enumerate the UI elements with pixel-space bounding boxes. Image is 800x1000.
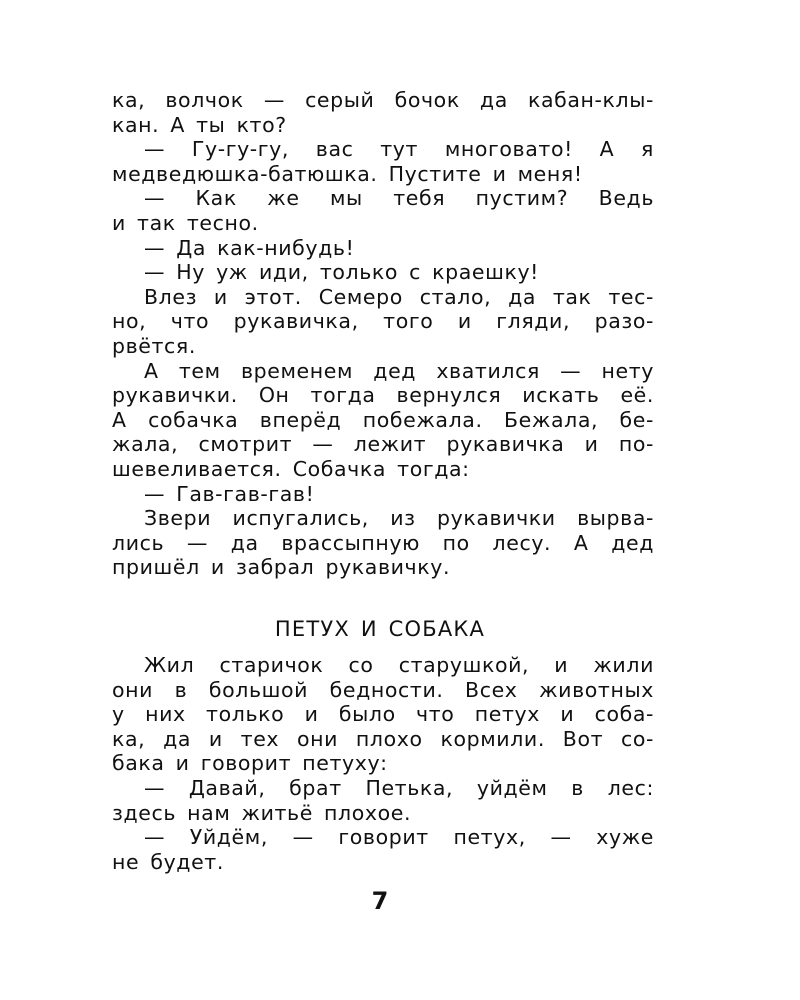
story-text-petukh-i-sobaka bbox=[112, 653, 654, 874]
text-line: но, что рукавичка, того и гляди, разо- bbox=[112, 309, 654, 334]
text-line: у них только и было что петух и соба- bbox=[112, 702, 654, 727]
text-line: Звери испугались, из рукавички вырва- bbox=[144, 506, 654, 531]
page-number: 7 bbox=[371, 887, 389, 915]
section-title: ПЕТУХ И СОБАКА bbox=[274, 617, 486, 641]
text-line: жала, смотрит — лежит рукавичка и по- bbox=[112, 432, 654, 457]
text-line: — Уйдём, — говорит петух, — хуже bbox=[144, 825, 654, 850]
text-line: пришёл и забрал рукавичку. bbox=[112, 555, 451, 580]
text-line: медведюшка-батюшка. Пустите и меня! bbox=[112, 161, 583, 186]
text-line: ка, волчок — серый бочок да кабан-клы- bbox=[112, 88, 654, 112]
text-line: Влез и этот. Семеро стало, да так тес- bbox=[144, 284, 654, 309]
text-line: — Гу-гу-гу, вас тут многовато! А я bbox=[144, 137, 654, 162]
text-line: они в большой бедности. Всех животных bbox=[112, 677, 654, 702]
text-line: шевеливается. Собачка тогда: bbox=[112, 456, 470, 481]
text-line: — Да как-нибудь! bbox=[144, 235, 355, 260]
text-line: кан. А ты кто? bbox=[112, 112, 287, 137]
text-line: рукавички. Он тогда вернулся искать её. bbox=[112, 383, 654, 408]
text-line: — Как же мы тебя пустим? Ведь bbox=[144, 186, 654, 211]
text-line: А собачка вперёд побежала. Бежала, бе- bbox=[112, 407, 654, 432]
text-line: здесь нам житьё плохое. bbox=[112, 800, 412, 825]
story-text-rukavichka bbox=[112, 88, 654, 580]
text-line: и так тесно. bbox=[112, 210, 259, 235]
text-line: не будет. bbox=[112, 849, 224, 874]
text-line: — Гав-гав-гав! bbox=[144, 481, 315, 506]
text-line: лись — да врассыпную по лесу. А дед bbox=[112, 530, 654, 555]
text-line: рвётся. bbox=[112, 333, 196, 358]
text-line: бака и говорит петуху: bbox=[112, 751, 388, 776]
text-line: — Давай, брат Петька, уйдём в лес: bbox=[144, 775, 654, 800]
text-line: — Ну уж иди, только с краешку! bbox=[144, 260, 540, 285]
text-line: ка, да и тех они плохо кормили. Вот со- bbox=[112, 726, 654, 751]
text-line: Жил старичок со старушкой, и жили bbox=[144, 653, 654, 677]
text-line: А тем временем дед хватился — нету bbox=[144, 358, 654, 383]
